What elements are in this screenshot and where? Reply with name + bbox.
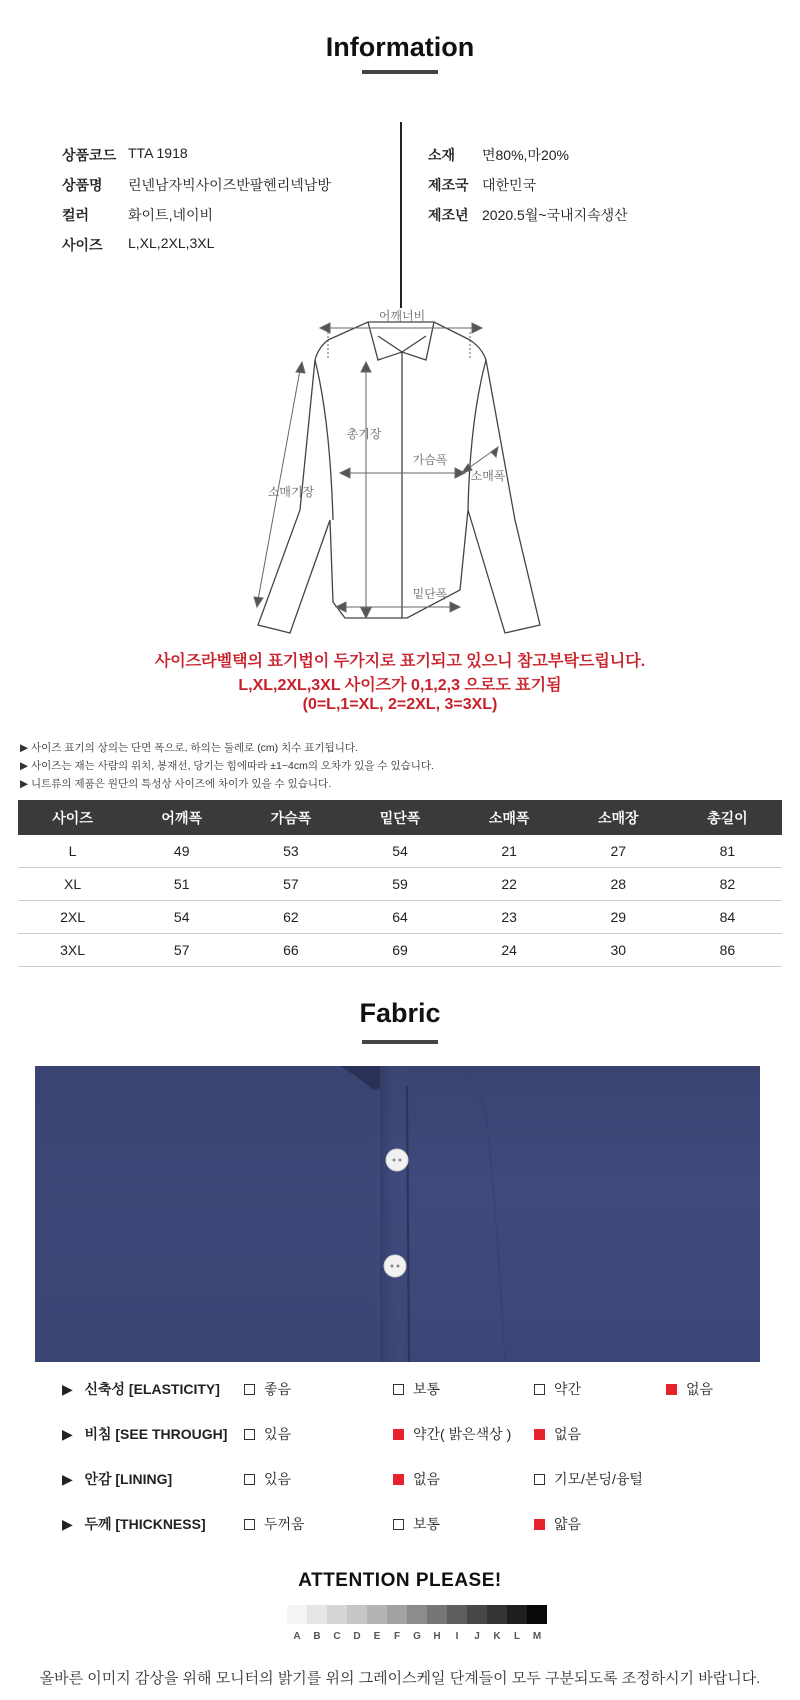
table-cell: 82	[673, 868, 782, 901]
table-row	[18, 868, 782, 901]
arrow-icon: ▶	[62, 1471, 73, 1487]
table-cell: 57	[127, 934, 236, 967]
feature-label	[62, 1379, 220, 1399]
feature-label-text: 비침 [SEE THROUGH]	[84, 1426, 228, 1442]
checkbox-checked-icon	[666, 1384, 677, 1395]
grayscale-letter: E	[373, 1631, 381, 1642]
grayscale-letter: M	[532, 1631, 542, 1642]
checkbox-icon	[393, 1519, 404, 1530]
option-item	[244, 1469, 291, 1489]
grayscale-letter: K	[493, 1631, 501, 1642]
feature-label-text: 신축성 [ELASTICITY]	[84, 1381, 220, 1397]
info-left-column	[62, 145, 331, 265]
feature-label	[62, 1469, 172, 1489]
info-key: 사이즈	[62, 237, 103, 253]
table-cell: 2XL	[18, 901, 127, 934]
info-value: L,XL,2XL,3XL	[128, 235, 215, 251]
grayscale-letter: L	[513, 1631, 521, 1642]
grayscale-cell-b	[307, 1605, 327, 1624]
grayscale-letter: H	[433, 1631, 441, 1642]
info-key: 소재	[428, 147, 456, 163]
info-row-color	[62, 205, 331, 235]
option-label: 없음	[686, 1381, 714, 1397]
table-cell: 28	[564, 868, 673, 901]
feature-label-text: 안감 [LINING]	[84, 1471, 173, 1487]
header-hem: 밑단폭	[345, 800, 454, 835]
monitor-brightness-note: 올바른 이미지 감상을 위해 모니터의 밝기를 위의 그레이스케일 단계들이 모두 구분되도록 조정하시기 바랍니다.	[39, 1670, 761, 1687]
grayscale-cell-f	[387, 1605, 407, 1624]
grayscale-cell-i	[447, 1605, 467, 1624]
size-label-note-2: L,XL,2XL,3XL 사이즈가 0,1,2,3 으로도 표기됨	[238, 677, 562, 694]
table-cell: 24	[455, 934, 564, 967]
option-item	[244, 1514, 305, 1534]
checkbox-checked-icon	[393, 1474, 404, 1485]
option-item	[534, 1514, 581, 1534]
grayscale-letter: A	[293, 1631, 301, 1642]
table-cell: 30	[564, 934, 673, 967]
option-item	[393, 1379, 440, 1399]
shirt-measurement-diagram	[0, 300, 800, 645]
grayscale-letter: J	[474, 1631, 480, 1642]
info-row-name	[62, 175, 331, 205]
checkbox-icon	[244, 1474, 255, 1485]
arrow-icon: ▶	[62, 1516, 73, 1532]
table-cell: 53	[236, 835, 345, 868]
sleeve-width-label: 소매폭	[470, 469, 506, 483]
option-item	[393, 1514, 440, 1534]
checkbox-icon	[244, 1519, 255, 1530]
info-key: 제조년	[428, 207, 469, 223]
table-row	[18, 901, 782, 934]
option-item	[666, 1379, 713, 1399]
info-value: TTA 1918	[128, 145, 188, 161]
info-row-year	[428, 205, 628, 235]
checkbox-checked-icon	[393, 1429, 404, 1440]
table-cell: 27	[564, 835, 673, 868]
info-key: 상품코드	[62, 147, 117, 163]
grayscale-bar	[287, 1605, 547, 1624]
fabric-title: Fabric	[359, 998, 441, 1028]
measure-note-2: ▶ 사이즈는 재는 사람의 위치, 봉재선, 당기는 힘에따라 ±1~4cm의 오차가 있을 수 있습니다.	[20, 760, 434, 772]
checkbox-checked-icon	[534, 1429, 545, 1440]
info-key: 컬러	[62, 207, 90, 223]
option-label: 없음	[554, 1426, 582, 1442]
hem-label: 밑단폭	[412, 587, 448, 601]
header-shoulder: 어깨폭	[127, 800, 236, 835]
info-value: 대한민국	[482, 177, 537, 193]
header-chest: 가슴폭	[236, 800, 345, 835]
info-value: 린넨남자빅사이즈반팔헨리넥남방	[128, 177, 331, 193]
grayscale-letter: B	[313, 1631, 321, 1642]
info-key: 상품명	[62, 177, 103, 193]
checkbox-icon	[534, 1474, 545, 1485]
size-label-note-1: 사이즈라벨택의 표기법이 두가지로 표기되고 있으니 참고부탁드립니다.	[154, 653, 646, 670]
option-item	[244, 1424, 291, 1444]
table-cell: 64	[345, 901, 454, 934]
table-cell: 54	[127, 901, 236, 934]
table-cell: 81	[673, 835, 782, 868]
grayscale-cell-c	[327, 1605, 347, 1624]
grayscale-cell-j	[467, 1605, 487, 1624]
button-icon	[386, 1149, 408, 1171]
grayscale-cell-a	[287, 1605, 307, 1624]
option-label: 있음	[264, 1471, 292, 1487]
checkbox-icon	[534, 1384, 545, 1395]
size-table-header	[18, 800, 782, 835]
table-cell: 22	[455, 868, 564, 901]
option-label: 좋음	[264, 1381, 292, 1397]
table-row	[18, 934, 782, 967]
table-cell: 23	[455, 901, 564, 934]
option-item	[393, 1469, 440, 1489]
grayscale-letter: C	[333, 1631, 341, 1642]
table-cell: 59	[345, 868, 454, 901]
option-label: 있음	[264, 1426, 292, 1442]
grayscale-letter: F	[393, 1631, 401, 1642]
fabric-photo-drawing	[35, 1066, 760, 1362]
length-label: 총기장	[346, 427, 382, 441]
table-cell: XL	[18, 868, 127, 901]
table-cell: 29	[564, 901, 673, 934]
info-right-column	[428, 145, 628, 235]
grayscale-cell-k	[487, 1605, 507, 1624]
table-cell: 51	[127, 868, 236, 901]
grayscale-cell-g	[407, 1605, 427, 1624]
size-label-note-3: (0=L,1=XL, 2=2XL, 3=3XL)	[302, 696, 498, 713]
checkbox-checked-icon	[534, 1519, 545, 1530]
size-table	[18, 800, 782, 967]
table-cell: L	[18, 835, 127, 868]
table-cell: 62	[236, 901, 345, 934]
table-cell: 69	[345, 934, 454, 967]
button-icon	[384, 1255, 406, 1277]
info-row-size	[62, 235, 331, 265]
measure-note-1: ▶ 사이즈 표기의 상의는 단면 폭으로, 하의는 둘레로 (cm) 치수 표기됩니다.	[20, 742, 358, 754]
checkbox-icon	[393, 1384, 404, 1395]
option-item	[393, 1424, 511, 1444]
sleeve-length-label: 소매기장	[267, 485, 315, 499]
option-item	[534, 1424, 581, 1444]
measure-note-3: ▶ 니트류의 제품은 원단의 특성상 사이즈에 차이가 있을 수 있습니다.	[20, 778, 332, 790]
table-cell: 3XL	[18, 934, 127, 967]
table-cell: 66	[236, 934, 345, 967]
option-label: 약간	[554, 1381, 582, 1397]
table-cell: 84	[673, 901, 782, 934]
table-cell: 57	[236, 868, 345, 901]
table-row	[18, 835, 782, 868]
info-value: 화이트,네이비	[128, 207, 214, 223]
info-row-material	[428, 145, 628, 175]
checkbox-icon	[244, 1429, 255, 1440]
fabric-photo	[35, 1066, 760, 1362]
feature-label	[62, 1514, 206, 1534]
table-cell: 86	[673, 934, 782, 967]
info-value: 2020.5월~국내지속생산	[482, 207, 628, 223]
option-label: 약간( 밝은색상 )	[413, 1426, 512, 1442]
option-label: 얇음	[554, 1516, 582, 1532]
grayscale-cell-l	[507, 1605, 527, 1624]
header-sleeve-length: 소매장	[564, 800, 673, 835]
shoulder-label: 어깨너비	[378, 309, 426, 323]
information-title: Information	[325, 32, 475, 62]
feature-label	[62, 1424, 227, 1444]
feature-label-text: 두께 [THICKNESS]	[84, 1516, 206, 1532]
grayscale-letter: D	[353, 1631, 361, 1642]
chest-label: 가슴폭	[412, 453, 448, 467]
info-key: 제조국	[428, 177, 469, 193]
grayscale-cell-e	[367, 1605, 387, 1624]
grayscale-letter: I	[455, 1631, 459, 1642]
option-item	[534, 1469, 643, 1489]
option-label: 없음	[413, 1471, 441, 1487]
arrow-icon: ▶	[62, 1426, 73, 1442]
option-label: 보통	[413, 1516, 441, 1532]
information-title-bar	[362, 70, 438, 74]
attention-title: ATTENTION PLEASE!	[298, 1570, 502, 1591]
option-item	[244, 1379, 291, 1399]
grayscale-letters	[287, 1631, 547, 1642]
fabric-title-bar	[362, 1040, 438, 1044]
header-size: 사이즈	[18, 800, 127, 835]
option-item	[534, 1379, 581, 1399]
grayscale-cell-m	[527, 1605, 547, 1624]
grayscale-cell-d	[347, 1605, 367, 1624]
option-label: 보통	[413, 1381, 441, 1397]
grayscale-cell-h	[427, 1605, 447, 1624]
option-label: 기모/본딩/융털	[554, 1471, 643, 1487]
table-cell: 21	[455, 835, 564, 868]
option-label: 두꺼움	[264, 1516, 305, 1532]
grayscale-letter: G	[413, 1631, 421, 1642]
info-row-code	[62, 145, 331, 175]
table-cell: 54	[345, 835, 454, 868]
arrow-icon: ▶	[62, 1381, 73, 1397]
header-total-length: 총길이	[673, 800, 782, 835]
info-divider	[400, 122, 402, 308]
checkbox-icon	[244, 1384, 255, 1395]
info-row-country	[428, 175, 628, 205]
header-sleeve-width: 소매폭	[455, 800, 564, 835]
table-cell: 49	[127, 835, 236, 868]
info-value: 면80%,마20%	[482, 147, 569, 163]
